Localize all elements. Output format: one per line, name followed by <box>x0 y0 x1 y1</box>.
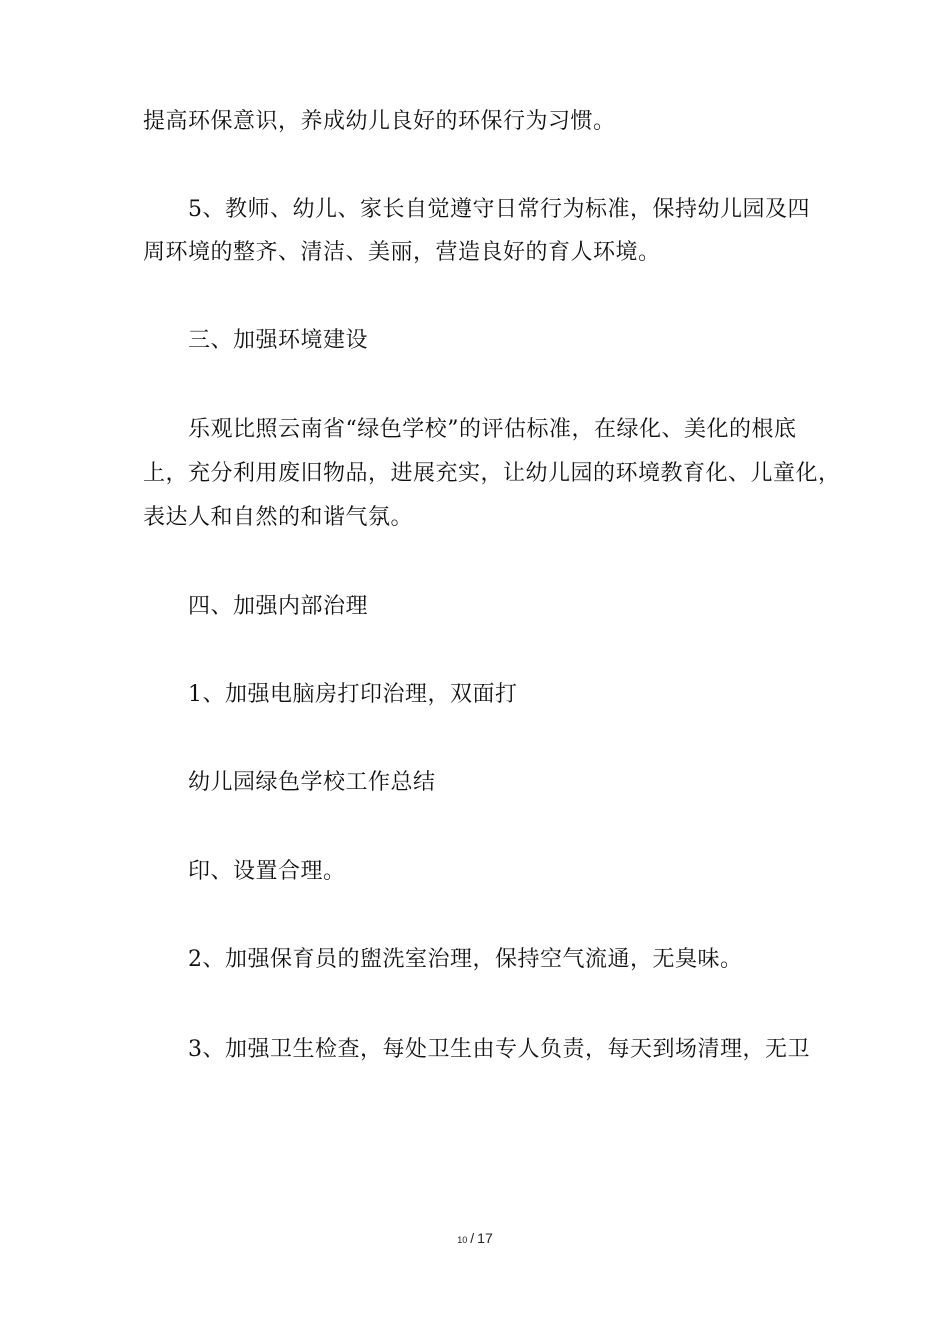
current-page-number: 10 <box>457 1235 468 1245</box>
paragraph-line: 提高环保意识，养成幼儿良好的环保行为习惯。 <box>143 109 616 134</box>
running-header: 幼儿园绿色学校工作总结 <box>188 770 436 795</box>
paragraph-line: 乐观比照云南省“绿色学校”的评估标准，在绿化、美化的根底 <box>188 417 797 442</box>
total-pages: 17 <box>477 1230 493 1246</box>
page-separator: / <box>470 1230 475 1246</box>
section-heading: 四、加强内部治理 <box>188 594 369 619</box>
paragraph-line: 5、教师、幼儿、家长自觉遵守日常行为标准，保持幼儿园及四 <box>188 197 810 222</box>
paragraph-line: 印、设置合理。 <box>188 859 346 884</box>
paragraph-line: 3、加强卫生检查，每处卫生由专人负责，每天到场清理，无卫 <box>188 1037 810 1062</box>
paragraph-line: 表达人和自然的和谐气氛。 <box>143 505 414 530</box>
paragraph-line: 2、加强保育员的盥洗室治理，保持空气流通，无臭味。 <box>188 947 743 972</box>
paragraph-line: 1、加强电脑房打印治理，双面打 <box>188 682 518 707</box>
section-heading: 三、加强环境建设 <box>188 328 369 353</box>
paragraph-line: 周环境的整齐、清洁、美丽，营造良好的育人环境。 <box>143 240 661 265</box>
paragraph-line: 上，充分利用废旧物品，进展充实，让幼儿园的环境教育化、儿童化， <box>143 461 841 486</box>
page-number-footer <box>0 1230 950 1246</box>
